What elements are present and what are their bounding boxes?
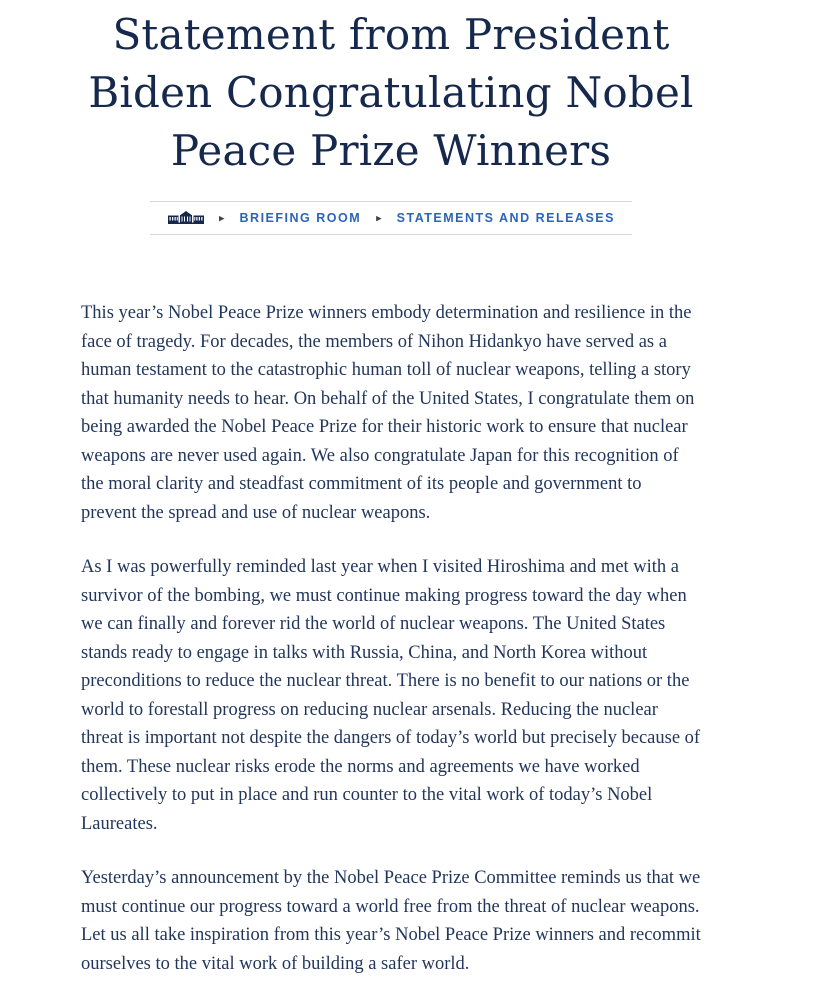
home-link[interactable] (168, 211, 204, 225)
breadcrumb-link-statements-and-releases[interactable]: STATEMENTS AND RELEASES (396, 211, 615, 225)
statement-paragraph-2: As I was powerfully reminded last year when I visited Hiroshima and met with a survivor of the bombing, we must continue making progress toward the day when we can finally and forever rid the world of nuclear weapons. The United States stands ready to engage in talks with Russia, China, and North Korea without preconditions to reduce the nuclear threat. There is no benefit to our nations or the world to forestall progress on reducing nuclear arsenals. Reducing the nuclear threat is important not despite the dangers of today’s world but precisely because of them. These nuclear risks erode the norms and agreements we have worked collectively to put in place and run counter to the vital work of today’s Nobel Laureates. (81, 557, 701, 834)
statement-body (81, 299, 701, 978)
breadcrumb-separator-icon: ▸ (376, 211, 382, 224)
statement-paragraph-1: This year’s Nobel Peace Prize winners embody determination and resilience in the face of tragedy. For decades, the members of Nihon Hidankyo have served as a human testament to the catastrophic human toll of nuclear weapons, telling a story that humanity needs to hear. On behalf of the United States, I congratulate them on being awarded the Nobel Peace Prize for their historic work to ensure that nuclear weapons are never used again. We also congratulate Japan for this recognition of the moral clarity and steadfast commitment of its people and government to prevent the spread and use of nuclear weapons. (81, 303, 695, 523)
page-title: Statement from President Biden Congratulating Nobel Peace Prize Winners (88, 10, 694, 175)
breadcrumb-link-briefing-room[interactable]: BRIEFING ROOM (239, 211, 362, 225)
statement-paragraph-3: Yesterday’s announcement by the Nobel Peace Prize Committee reminds us that we must continue our progress toward a world free from the threat of nuclear weapons. Let us all take inspiration from this year’s Nobel Peace Prize winners and recommit ourselves to the vital work of building a safer world. (81, 868, 701, 974)
whitehouse-icon (168, 211, 204, 225)
breadcrumb (150, 201, 632, 235)
breadcrumb-separator-icon: ▸ (219, 211, 225, 224)
